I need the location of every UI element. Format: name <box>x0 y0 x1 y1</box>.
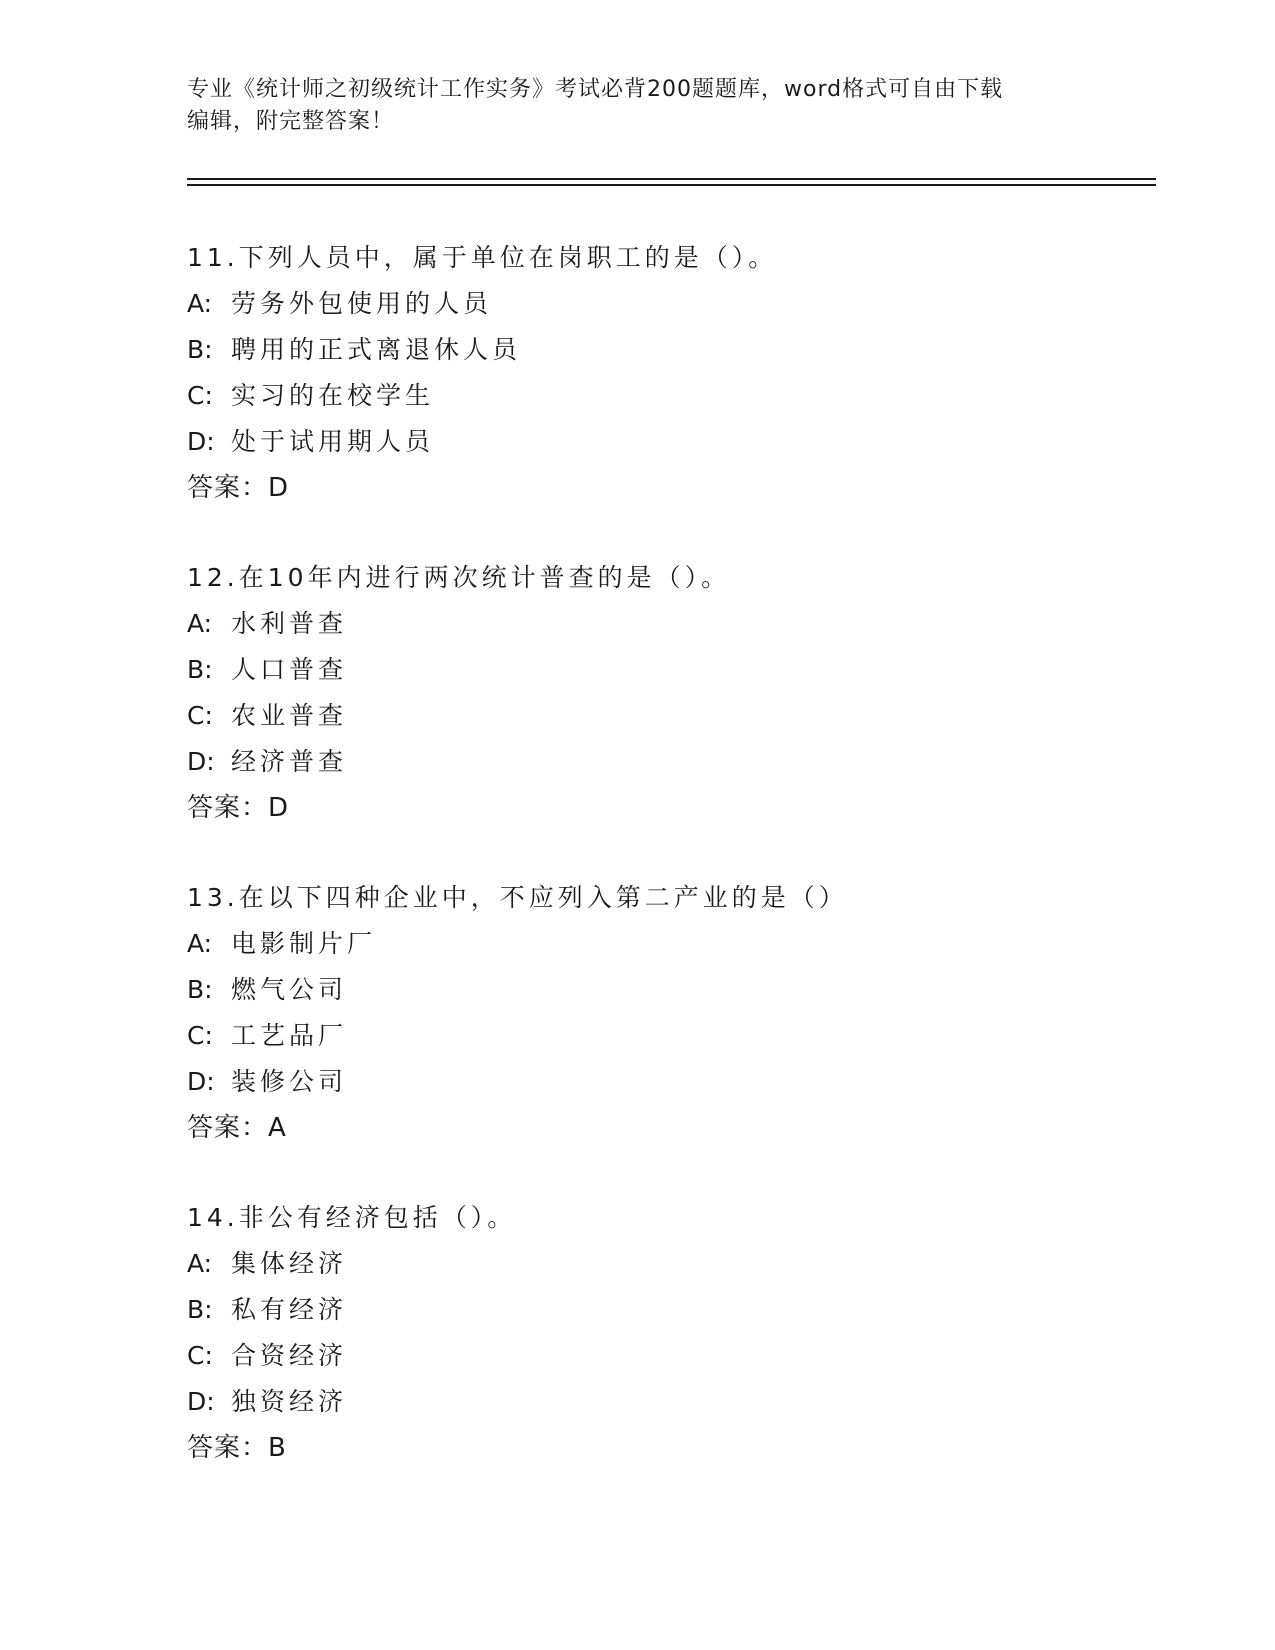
answer-line: 答案：D <box>187 473 290 503</box>
question-block <box>187 235 1127 511</box>
header-intro-line2: 编辑，附完整答案！ <box>187 109 395 134</box>
question-stem: 12.在10年内进行两次统计普查的是（）。 <box>187 563 731 592</box>
option-c <box>187 1333 1127 1379</box>
option-letter: D: <box>187 1387 215 1416</box>
option-text: 实习的在校学生 <box>231 381 435 410</box>
option-text: 集体经济 <box>231 1249 348 1278</box>
option-text: 工艺品厂 <box>231 1021 348 1050</box>
option-text: 独资经济 <box>231 1387 348 1416</box>
option-d <box>187 739 1127 785</box>
option-d <box>187 1059 1127 1105</box>
answer-line: 答案：D <box>187 793 290 823</box>
option-b <box>187 967 1127 1013</box>
option-b <box>187 647 1127 693</box>
option-text: 水利普查 <box>231 609 348 638</box>
option-letter: C: <box>187 381 213 410</box>
option-letter: B: <box>187 335 213 364</box>
option-letter: A: <box>187 1249 213 1278</box>
question-block <box>187 875 1127 1151</box>
option-letter: D: <box>187 1067 215 1096</box>
option-a <box>187 921 1127 967</box>
option-letter: C: <box>187 1021 213 1050</box>
option-letter: A: <box>187 929 213 958</box>
option-text: 经济普查 <box>231 747 348 776</box>
option-letter: C: <box>187 1341 213 1370</box>
question-stem: 13.在以下四种企业中，不应列入第二产业的是（） <box>187 883 848 912</box>
header-divider-bottom <box>187 184 1156 186</box>
option-c <box>187 1013 1127 1059</box>
option-text: 农业普查 <box>231 701 348 730</box>
option-b <box>187 1287 1127 1333</box>
option-text: 私有经济 <box>231 1295 348 1324</box>
question-stem: 11.下列人员中，属于单位在岗职工的是（）。 <box>187 243 778 272</box>
header-divider-top <box>187 178 1156 180</box>
option-text: 装修公司 <box>231 1067 348 1096</box>
answer-line: 答案：A <box>187 1113 287 1143</box>
header-intro-line1: 专业《统计师之初级统计工作实务》考试必背200题题库，word格式可自由下载 <box>187 77 1004 102</box>
option-text: 人口普查 <box>231 655 348 684</box>
option-letter: B: <box>187 655 213 684</box>
option-a <box>187 281 1127 327</box>
option-letter: D: <box>187 427 215 456</box>
option-c <box>187 373 1127 419</box>
option-text: 处于试用期人员 <box>231 427 435 456</box>
option-letter: D: <box>187 747 215 776</box>
document-header <box>187 74 1067 138</box>
option-letter: A: <box>187 289 213 318</box>
option-text: 燃气公司 <box>231 975 348 1004</box>
option-text: 合资经济 <box>231 1341 348 1370</box>
option-d <box>187 1379 1127 1425</box>
option-a <box>187 601 1127 647</box>
question-stem: 14.非公有经济包括（）。 <box>187 1203 517 1232</box>
option-text: 聘用的正式离退休人员 <box>231 335 522 364</box>
option-letter: B: <box>187 1295 213 1324</box>
option-c <box>187 693 1127 739</box>
answer-line: 答案：B <box>187 1433 287 1463</box>
option-letter: A: <box>187 609 213 638</box>
option-b <box>187 327 1127 373</box>
option-d <box>187 419 1127 465</box>
option-letter: C: <box>187 701 213 730</box>
option-letter: B: <box>187 975 213 1004</box>
question-block <box>187 1195 1127 1471</box>
option-a <box>187 1241 1127 1287</box>
option-text: 电影制片厂 <box>231 929 377 958</box>
question-block <box>187 555 1127 831</box>
option-text: 劳务外包使用的人员 <box>231 289 493 318</box>
